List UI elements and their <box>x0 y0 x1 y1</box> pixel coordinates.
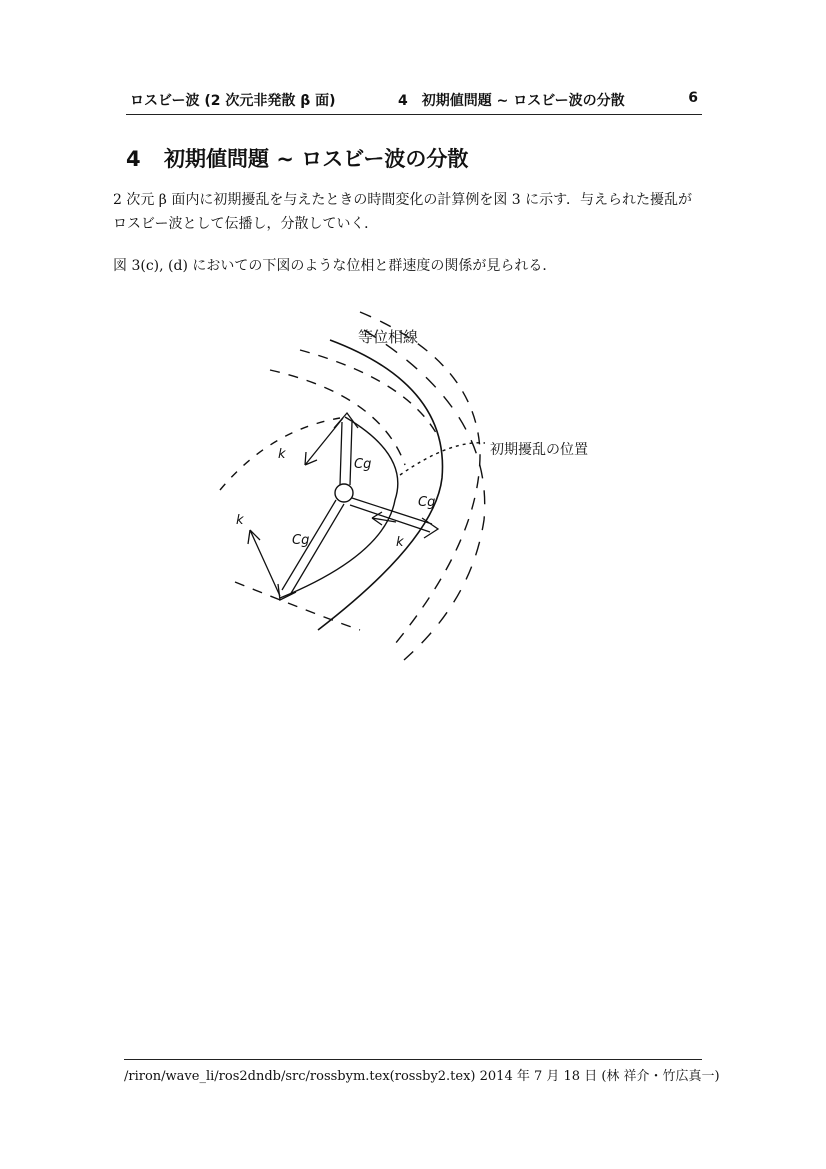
phase-line-dashed-5 <box>235 582 360 630</box>
label-cg-lower: Cg <box>292 533 310 548</box>
hand-drawn-diagram <box>210 300 630 680</box>
phase-line-dashed-1 <box>270 370 405 465</box>
phase-lines <box>220 312 485 660</box>
running-header <box>126 86 702 115</box>
label-initial-position: 初期擾乱の位置 <box>490 442 588 458</box>
phase-line-dashed-2 <box>300 350 440 440</box>
header-left-title: ロスビー波 (2 次元非発散 β 面) <box>130 93 336 109</box>
header-section-title: 4 初期値問題 ∼ ロスビー波の分散 <box>398 93 625 109</box>
cg-lower-arrow <box>278 500 344 600</box>
page-number: 6 <box>688 90 698 106</box>
label-k-left: k <box>236 513 244 528</box>
phase-line-solid <box>318 340 443 630</box>
paragraph-intro: 2 次元 β 面内に初期擾乱を与えたときの時間変化の計算例を図 3 に示す．与えられた擾乱がロスビー波として伝播し，分散していく． <box>113 192 693 232</box>
section-title-text: 初期値問題 ∼ ロスビー波の分散 <box>164 147 469 171</box>
wavenumber-arrows <box>248 418 396 596</box>
group-velocity-arrows <box>278 413 438 600</box>
k-left-arrow <box>248 530 280 596</box>
origin-circle <box>335 484 353 502</box>
label-k-upper: k <box>278 447 286 462</box>
label-cg-upper: Cg <box>354 457 372 472</box>
page-footer: /riron/wave_li/ros2dndb/src/rossbym.tex(rossby2.tex) 2014 年 7 月 18 日 (林 祥介・竹広真一) <box>124 1059 702 1084</box>
section-heading <box>126 143 468 173</box>
k-upper-arrow <box>305 418 343 465</box>
label-cg-right: Cg <box>418 495 436 510</box>
label-phase-line: 等位相線 <box>358 328 419 346</box>
paragraph-figure-ref: 図 3(c), (d) においての下図のような位相と群速度の関係が見られる． <box>113 258 557 274</box>
section-number: 4 <box>126 147 141 171</box>
label-k-right: k <box>396 535 404 550</box>
figure-labels <box>236 328 588 550</box>
